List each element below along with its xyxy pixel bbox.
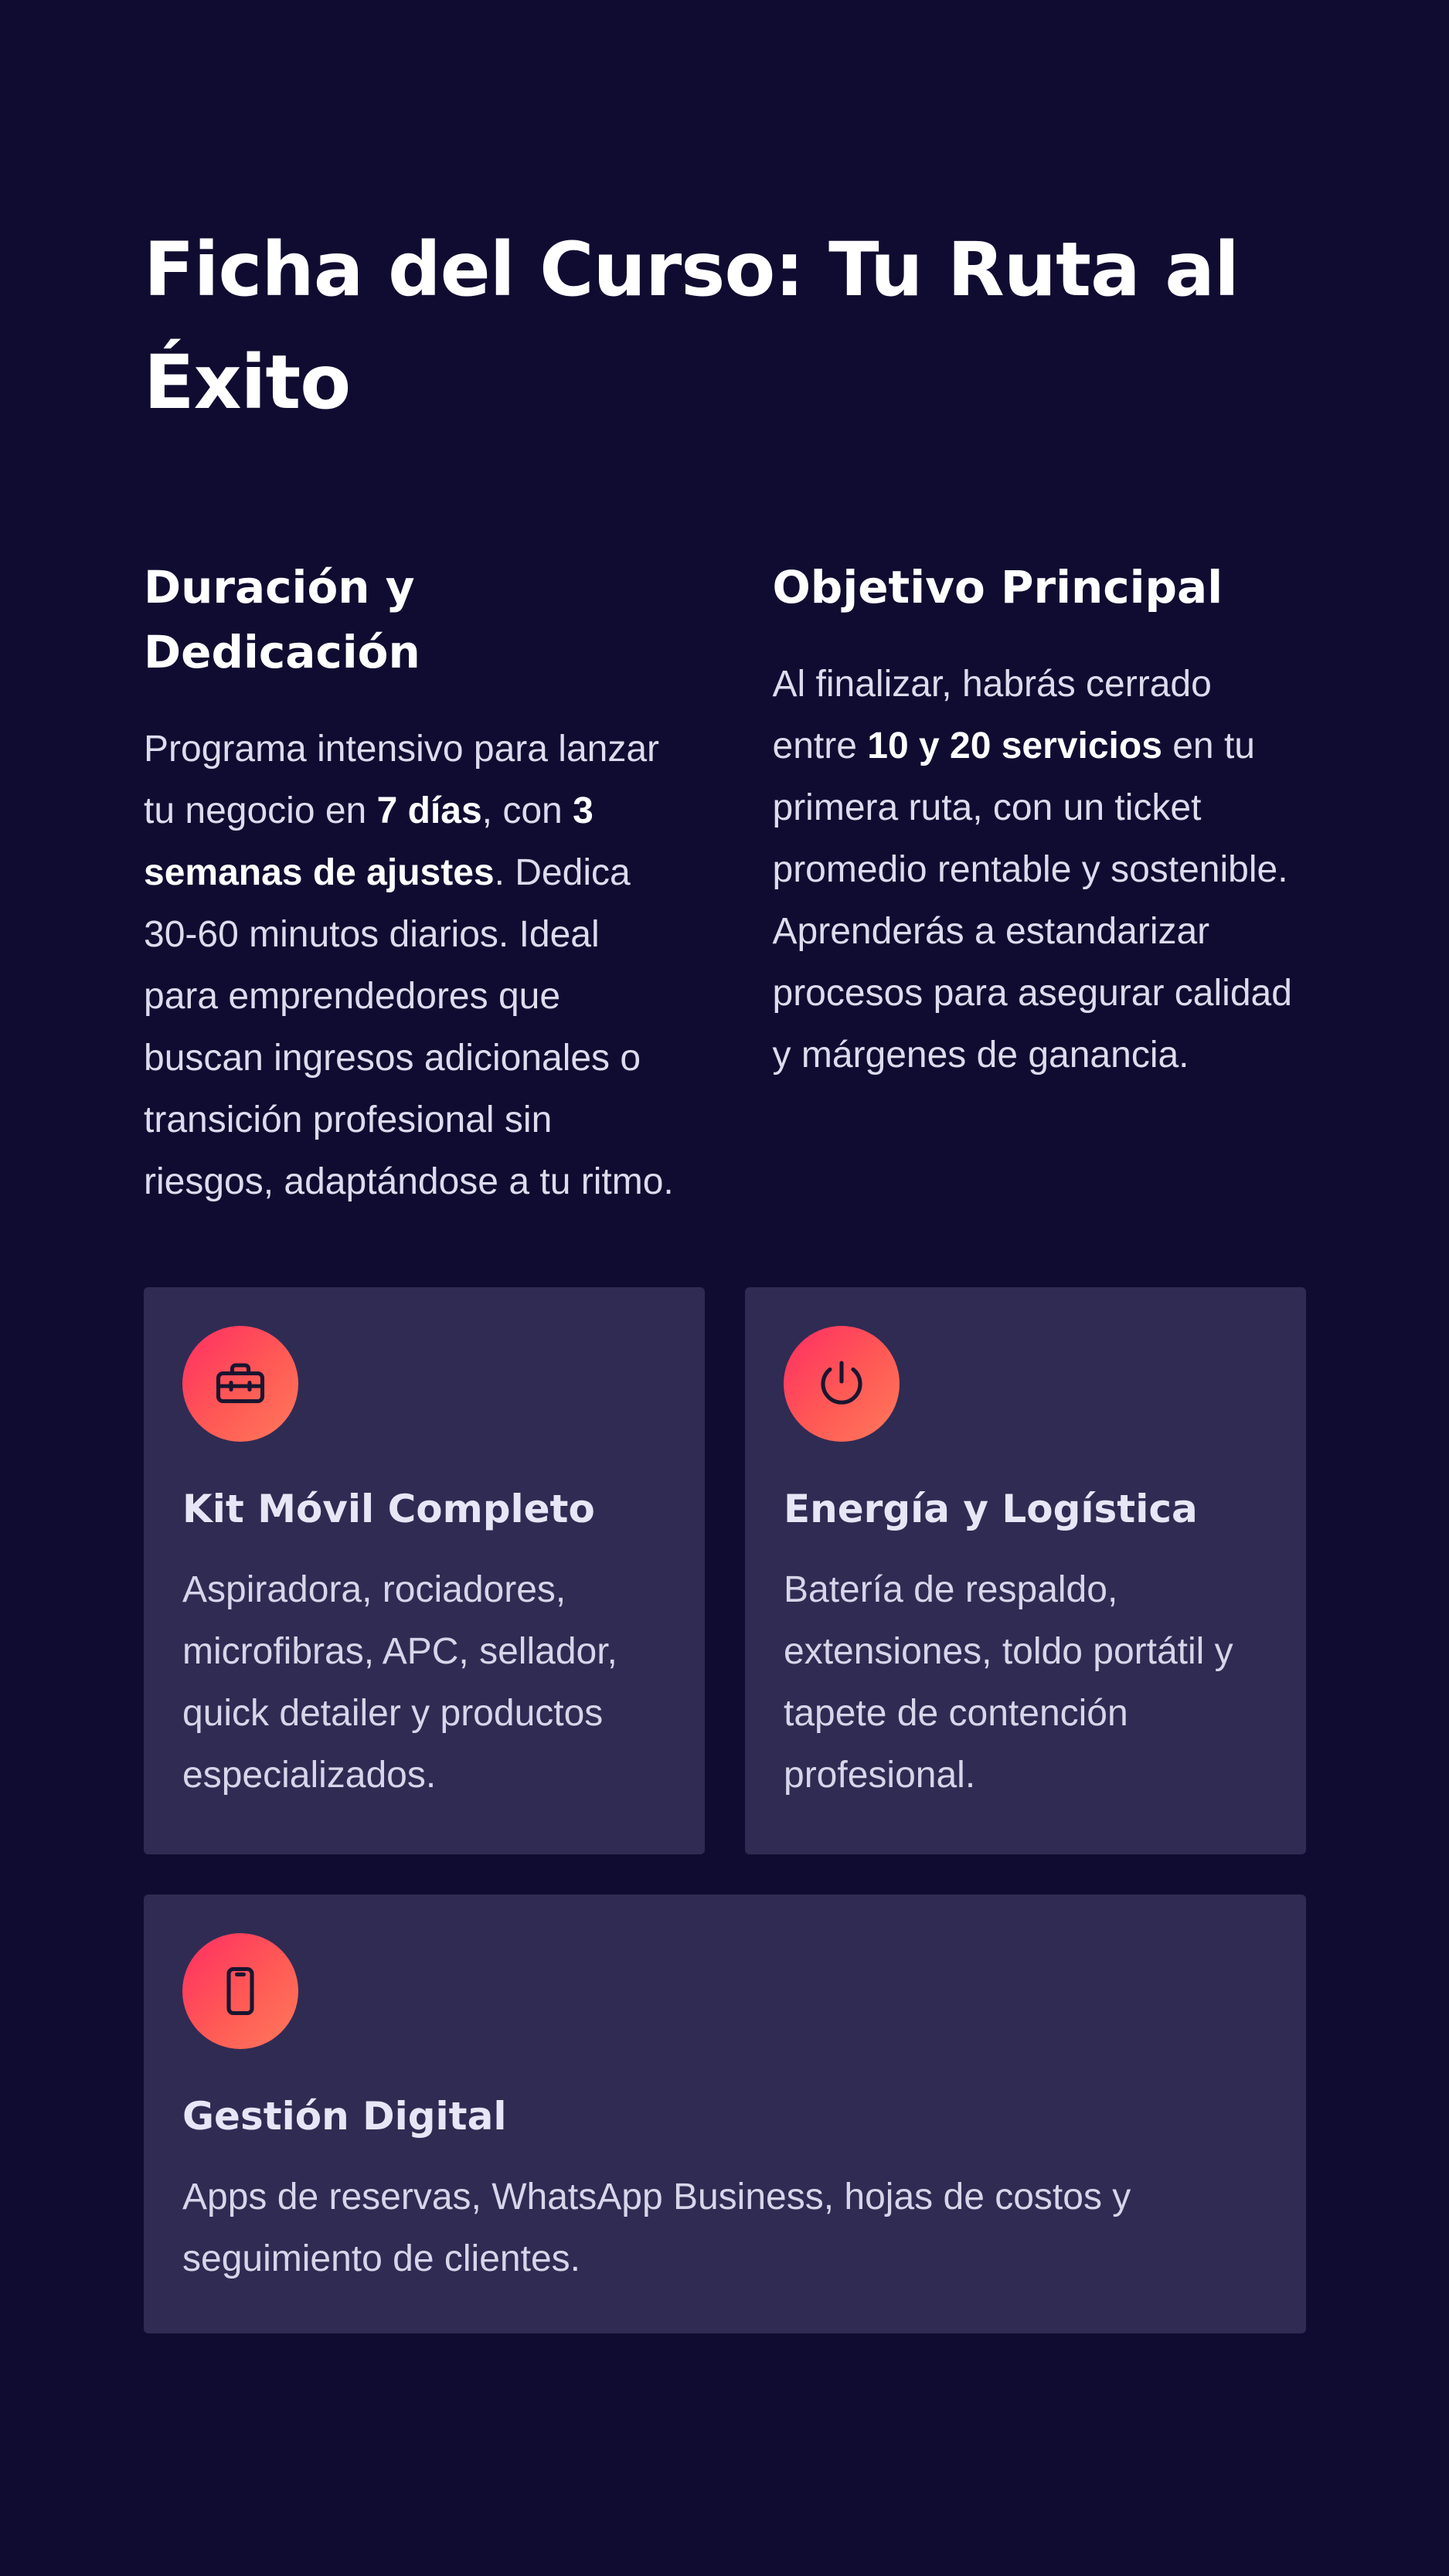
objective-column xyxy=(773,555,1306,1213)
duration-text-part-3: . Dedica 30-60 minutos diarios. Ideal para emprendedores que buscan ingresos adicionales o transición profesional sin riesgos, adaptándose a tu ritmo. xyxy=(144,852,674,1202)
duration-highlight-days: 7 días xyxy=(376,790,482,831)
intro-section xyxy=(144,555,1305,1213)
page-title: Ficha del Curso: Tu Ruta al Éxito xyxy=(144,226,1239,426)
smartphone-icon xyxy=(182,1933,298,2049)
objective-highlight-services: 10 y 20 servicios xyxy=(867,726,1162,766)
feature-card-title: Gestión Digital xyxy=(182,2094,507,2139)
objective-heading: Objetivo Principal xyxy=(772,561,1223,613)
feature-card-text: Batería de respaldo, extensiones, toldo portátil y tapete de contención profesional. xyxy=(784,1569,1233,1796)
objective-text-part-1: Al finalizar, habrás cerrado entre xyxy=(772,664,1212,766)
objective-text xyxy=(773,654,1306,1086)
duration-text-part-2: , con xyxy=(481,790,573,831)
feature-card-kit xyxy=(144,1287,705,1854)
duration-column xyxy=(144,555,773,1213)
feature-card-title: Energía y Logística xyxy=(784,1487,1198,1531)
duration-highlight-weeks: 3 semanas de ajustes xyxy=(144,790,594,893)
duration-text xyxy=(144,719,680,1213)
feature-card-digital xyxy=(144,1895,1306,2333)
feature-card-energy xyxy=(745,1287,1306,1854)
feature-card-text: Aspiradora, rociadores, microfibras, APC, sellador, quick detailer y productos especializados. xyxy=(182,1569,617,1796)
toolbox-icon xyxy=(182,1326,298,1442)
duration-text-part-1: Programa intensivo para lanzar tu negocio en xyxy=(144,729,660,831)
feature-card-title: Kit Móvil Completo xyxy=(182,1487,595,1531)
features-grid xyxy=(144,1287,1306,2333)
feature-card-text: Apps de reservas, WhatsApp Business, hojas de costos y seguimiento de clientes. xyxy=(182,2177,1131,2279)
duration-heading: Duración y Dedicación xyxy=(144,561,420,678)
objective-text-part-2: en tu primera ruta, con un ticket promedio rentable y sostenible. Aprenderás a estandarizar procesos para asegurar calidad y márgenes de ganancia. xyxy=(772,726,1292,1076)
power-icon xyxy=(784,1326,900,1442)
